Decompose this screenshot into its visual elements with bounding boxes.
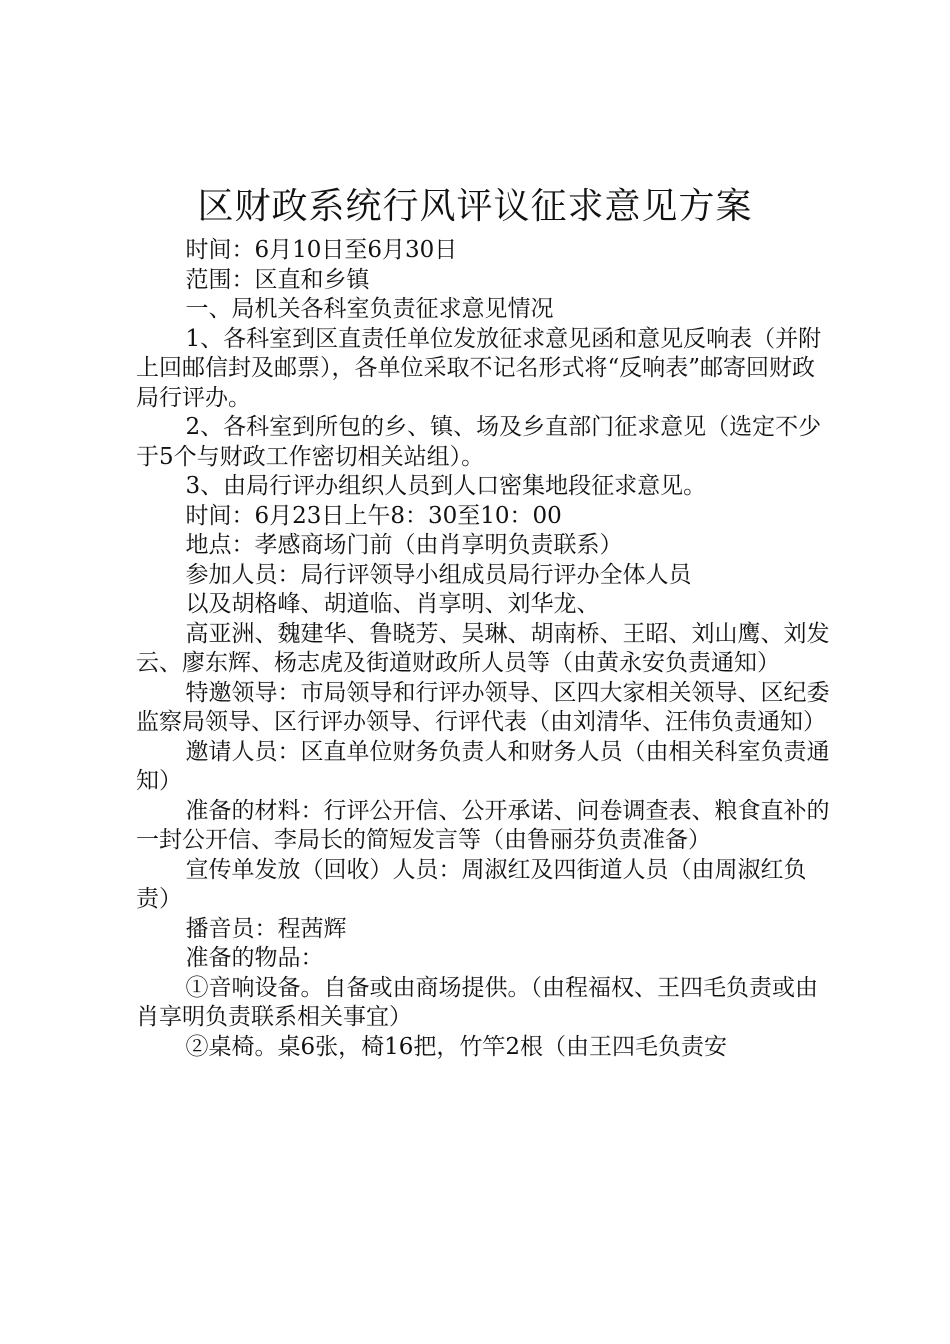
paragraph-location: 地点：孝感商场门前（由肖享明负责联系） xyxy=(185,532,623,558)
document-title: 区财政系统行风评议征求意见方案 xyxy=(197,186,753,227)
paragraph-materials: 准备的材料：行评公开信、公开承诺、问卷调查表、粮食直补的一封公开信、李局长的简短发言等（由鲁丽芬负责准备） xyxy=(136,797,830,853)
paragraph-announcer: 播音员：程茜辉 xyxy=(185,915,347,942)
paragraph-participants-cont: 以及胡格峰、胡道临、肖享明、刘华龙、 xyxy=(185,591,600,617)
paragraph-item-furniture: ②桌椅。桌6张，椅16把，竹竿2根（由王四毛负责安 xyxy=(185,1033,727,1060)
paragraph-invitees: 邀请人员：区直单位财务负责人和财务人员（由相关科室负责通知） xyxy=(136,738,830,794)
paragraph-participants: 参加人员：局行评领导小组成员局行评办全体人员 xyxy=(185,561,692,588)
paragraph-scope: 范围：区直和乡镇 xyxy=(185,266,370,293)
document-body xyxy=(136,236,836,1062)
paragraph-participants-names: 高亚洲、魏建华、鲁晓芳、吴琳、胡南桥、王昭、刘山鹰、刘发云、廖东辉、杨志虎及街道财政所人员等（由黄永安负责通知） xyxy=(136,620,830,676)
paragraph-item-3: 3、由局行评办组织人员到人口密集地段征求意见。 xyxy=(185,473,707,499)
paragraph-event-time: 时间：6月23日上午8：30至10：00 xyxy=(185,502,562,529)
paragraph-items-heading: 准备的物品： xyxy=(185,945,324,971)
paragraph-time: 时间：6月10日至6月30日 xyxy=(185,237,458,263)
paragraph-flyer-staff: 宣传单发放（回收）人员：周淑红及四街道人员（由周淑红负责） xyxy=(136,856,807,912)
paragraph-item-2: 2、各科室到所包的乡、镇、场及乡直部门征求意见（选定不少于5个与财政工作密切相关站组）。 xyxy=(136,414,822,470)
paragraph-item-1: 1、各科室到区直责任单位发放征求意见函和意见反响表（并附上回邮信封及邮票），各单位采取不记名形式将“反响表”邮寄回财政局行评办。 xyxy=(136,325,822,411)
paragraph-special-guests: 特邀领导：市局领导和行评办领导、区四大家相关领导、区纪委监察局领导、区行评办领导、行评代表（由刘清华、汪伟负责通知） xyxy=(136,679,830,735)
paragraph-item-sound: ①音响设备。自备或由商场提供。（由程福权、王四毛负责或由肖享明负责联系相关事宜） xyxy=(136,974,818,1030)
section-heading-1: 一、局机关各科室负责征求意见情况 xyxy=(185,296,554,322)
